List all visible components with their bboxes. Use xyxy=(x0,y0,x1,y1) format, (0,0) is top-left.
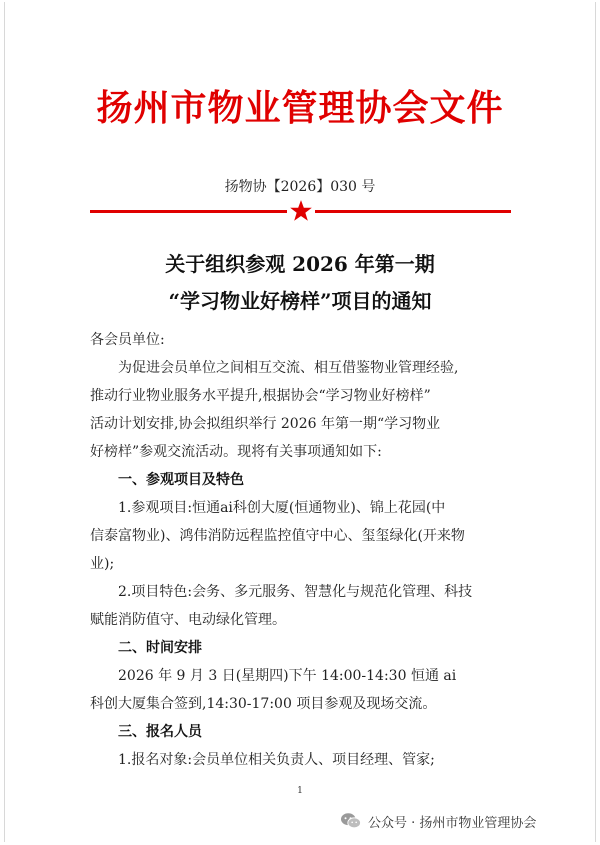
section1-item1-line: 业); xyxy=(90,556,115,572)
wechat-icon xyxy=(340,811,362,831)
header-rule-left xyxy=(90,210,287,213)
star-icon xyxy=(288,198,314,224)
section1-item1-line: 信泰富物业)、鸿伟消防远程监控值守中心、玺玺绿化(开来物 xyxy=(90,528,465,544)
intro-line: 活动计划安排,协会拟组织举行 2026 年第一期“学习物业 xyxy=(90,416,441,432)
section-heading-2: 二、时间安排 xyxy=(118,640,202,656)
wechat-watermark xyxy=(340,810,536,832)
page-number: 1 xyxy=(297,786,303,796)
notice-title-line2: “学习物业好榜样”项目的通知 xyxy=(168,289,432,313)
section-heading-3: 三、报名人员 xyxy=(118,724,202,740)
section1-item2-line: 赋能消防值守、电动绿化管理。 xyxy=(90,612,286,628)
intro-line: 为促进会员单位之间相互交流、相互借鉴物业管理经验, xyxy=(118,360,459,376)
section-heading-1: 一、参观项目及特色 xyxy=(118,472,244,488)
section2-line: 2026 年 9 月 3 日(星期四)下午 14:00-14:30 恒通 ai xyxy=(118,668,457,684)
section2-line: 科创大厦集合签到,14:30-17:00 项目参观及现场交流。 xyxy=(90,696,437,712)
watermark-text: 公众号 · 扬州市物业管理协会 xyxy=(368,815,537,831)
section3-line: 1.报名对象:会员单位相关负责人、项目经理、管家; xyxy=(118,752,435,768)
header-rule-right xyxy=(315,210,511,213)
section1-item2-line: 2.项目特色:会务、多元服务、智慧化与规范化管理、科技 xyxy=(118,584,473,600)
document-header-title: 扬州市物业管理协会文件 xyxy=(96,87,504,129)
intro-line: 好榜样”参观交流活动。现将有关事项通知如下: xyxy=(90,444,382,460)
section1-item1-line: 1.参观项目:恒通ai科创大厦(恒通物业)、锦上花园(中 xyxy=(118,500,446,516)
intro-line: 推动行业物业服务水平提升,根据协会“学习物业好榜样” xyxy=(90,388,431,404)
salutation: 各会员单位: xyxy=(90,332,165,348)
document-number: 扬物协【2026】030 号 xyxy=(224,179,376,195)
notice-title-line1: 关于组织参观 2026 年第一期 xyxy=(165,252,435,276)
